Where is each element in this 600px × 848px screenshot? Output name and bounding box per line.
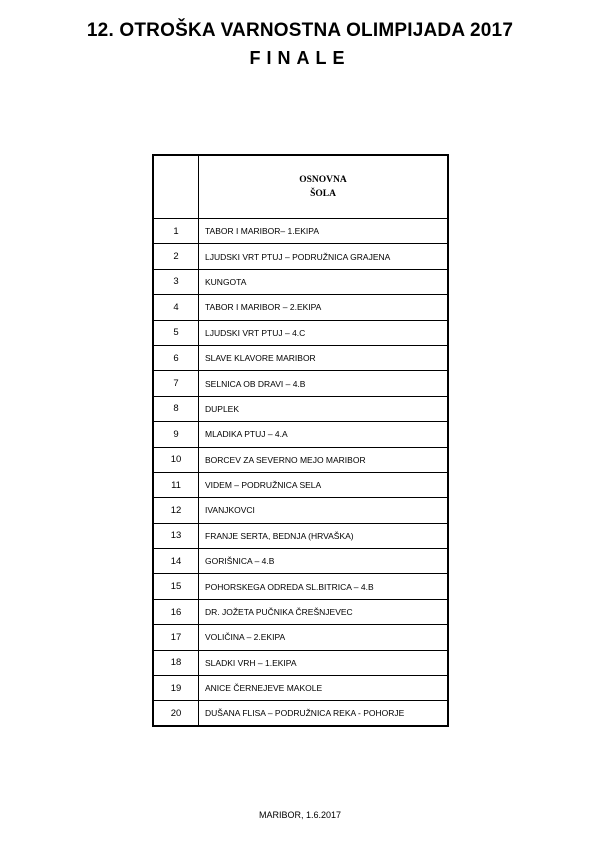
- school-cell: DUPLEK: [199, 396, 449, 421]
- rank-column-header: [153, 155, 199, 219]
- school-cell: KUNGOTA: [199, 269, 449, 294]
- rank-cell: 19: [153, 676, 199, 701]
- rank-cell: 16: [153, 599, 199, 624]
- table-row: [153, 295, 448, 320]
- footer-place-date: MARIBOR, 1.6.2017: [258, 810, 342, 820]
- document-title: 12. OTROŠKA VARNOSTNA OLIMPIJADA 2017: [86, 20, 514, 41]
- school-cell: TABOR I MARIBOR – 2.EKIPA: [199, 295, 449, 320]
- school-cell: LJUDSKI VRT PTUJ – PODRUŽNICA GRAJENA: [199, 244, 449, 269]
- results-table: [152, 154, 449, 727]
- rank-cell: 9: [153, 422, 199, 447]
- school-cell: VOLIČINA – 2.EKIPA: [199, 625, 449, 650]
- table-row: [153, 447, 448, 472]
- rank-cell: 4: [153, 295, 199, 320]
- school-cell: ANICE ČERNEJEVE MAKOLE: [199, 676, 449, 701]
- school-cell: IVANJKOVCI: [199, 498, 449, 523]
- rank-cell: 17: [153, 625, 199, 650]
- rank-cell: 11: [153, 472, 199, 497]
- school-cell: DUŠANA FLISA – PODRUŽNICA REKA - POHORJE: [199, 701, 449, 726]
- table-row: [153, 599, 448, 624]
- rank-cell: 18: [153, 650, 199, 675]
- school-cell: SLAVE KLAVORE MARIBOR: [199, 345, 449, 370]
- table-row: [153, 549, 448, 574]
- school-column-header: [199, 155, 449, 219]
- results-table-body: [153, 219, 448, 727]
- school-cell: MLADIKA PTUJ – 4.A: [199, 422, 449, 447]
- table-row: [153, 269, 448, 294]
- rank-cell: 14: [153, 549, 199, 574]
- document-subtitle: FINALE: [249, 48, 351, 68]
- table-row: [153, 244, 448, 269]
- rank-cell: 5: [153, 320, 199, 345]
- school-cell: FRANJE SERTA, BEDNJA (HRVAŠKA): [199, 523, 449, 548]
- rank-cell: 7: [153, 371, 199, 396]
- rank-cell: 6: [153, 345, 199, 370]
- school-cell: LJUDSKI VRT PTUJ – 4.C: [199, 320, 449, 345]
- school-cell: BORCEV ZA SEVERNO MEJO MARIBOR: [199, 447, 449, 472]
- school-cell: GORIŠNICA – 4.B: [199, 549, 449, 574]
- table-row: [153, 574, 448, 599]
- school-cell: DR. JOŽETA PUČNIKA ČREŠNJEVEC: [199, 599, 449, 624]
- rank-cell: 8: [153, 396, 199, 421]
- table-row: [153, 219, 448, 244]
- rank-cell: 12: [153, 498, 199, 523]
- table-row: [153, 701, 448, 726]
- table-row: [153, 396, 448, 421]
- table-row: [153, 422, 448, 447]
- school-cell: SLADKI VRH – 1.EKIPA: [199, 650, 449, 675]
- rank-cell: 15: [153, 574, 199, 599]
- school-cell: SELNICA OB DRAVI – 4.B: [199, 371, 449, 396]
- table-row: [153, 345, 448, 370]
- table-row: [153, 472, 448, 497]
- school-column-header-line2: ŠOLA: [310, 189, 336, 199]
- table-row: [153, 625, 448, 650]
- table-row: [153, 371, 448, 396]
- rank-cell: 1: [153, 219, 199, 244]
- table-row: [153, 523, 448, 548]
- rank-cell: 10: [153, 447, 199, 472]
- rank-cell: 20: [153, 701, 199, 726]
- school-cell: POHORSKEGA ODREDA SL.BITRICA – 4.B: [199, 574, 449, 599]
- table-row: [153, 320, 448, 345]
- school-cell: VIDEM – PODRUŽNICA SELA: [199, 472, 449, 497]
- school-cell: TABOR I MARIBOR– 1.EKIPA: [199, 219, 449, 244]
- rank-cell: 2: [153, 244, 199, 269]
- rank-cell: 13: [153, 523, 199, 548]
- table-row: [153, 498, 448, 523]
- rank-cell: 3: [153, 269, 199, 294]
- table-row: [153, 650, 448, 675]
- table-row: [153, 676, 448, 701]
- school-column-header-line1: OSNOVNA: [299, 175, 347, 185]
- table-header-row: [153, 155, 448, 219]
